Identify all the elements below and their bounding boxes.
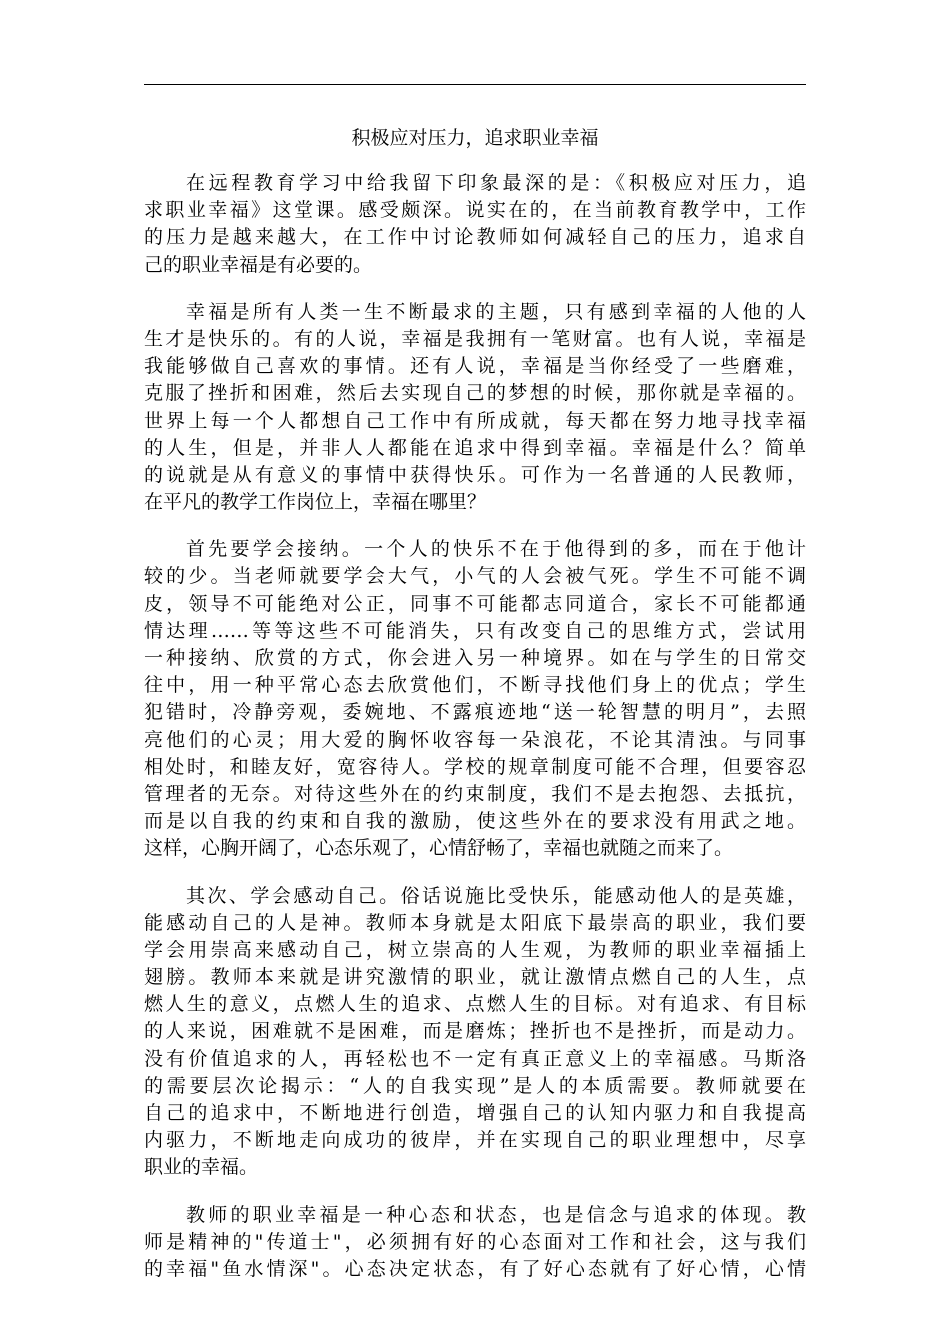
paragraph-line: 一种接纳、欣赏的方式，你会进入另一种境界。如在与学生的日常交 [144, 647, 806, 669]
paragraph-line: 的压力是越来越大，在工作中讨论教师如何减轻自己的压力，追求自 [144, 226, 806, 249]
paragraph-line: 亮他们的心灵；用大爱的胸怀收容每一朵浪花，不论其清浊。与同事 [144, 728, 806, 751]
document-body [144, 170, 806, 1303]
paragraph-line: 师是精神的"传道士"，必须拥有好的心态面对工作和社会，这与我们 [144, 1230, 806, 1253]
document-title: 积极应对压力，追求职业幸福 [351, 127, 599, 149]
paragraph-line: 我能够做自己喜欢的事情。还有人说，幸福是当你经受了一些磨难， [144, 355, 806, 378]
paragraph-line: 学会用崇高来感动自己，树立崇高的人生观，为教师的职业幸福插上 [144, 938, 806, 961]
paragraph [144, 1202, 806, 1284]
paragraph-line: 的人来说，困难就不是困难，而是磨炼；挫折也不是挫折，而是动力。 [144, 1020, 806, 1043]
paragraph-line: 生才是快乐的。有的人说，幸福是我拥有一笔财富。也有人说，幸福是 [144, 327, 806, 350]
paragraph-line: 的幸福"鱼水情深"。心态决定状态，有了好心态就有了好心情，心情 [144, 1257, 806, 1280]
paragraph-line: 在平凡的教学工作岗位上，幸福在哪里？ [144, 491, 487, 514]
paragraph-line: 管理者的无奈。对待这些外在的约束制度，我们不是去抱怨、去抵抗， [144, 782, 806, 805]
paragraph-line: 而是以自我的约束和自我的激励，使这些外在的要求没有用武之地。 [144, 810, 806, 833]
paragraph-line: 较的少。当老师就要学会大气，小气的人会被气死。学生不可能不调 [144, 565, 806, 588]
paragraph-line: 幸福是所有人类一生不断最求的主题，只有感到幸福的人他的人 [186, 300, 806, 323]
paragraph-line: 克服了挫折和困难，然后去实现自己的梦想的时候，那你就是幸福的。 [144, 382, 806, 405]
paragraph-line: 翅膀。教师本来就是讲究激情的职业，就让激情点燃自己的人生，点 [144, 966, 806, 989]
paragraph-line: 职业的幸福。 [144, 1156, 259, 1179]
paragraph-line: 能感动自己的人是神。教师本身就是太阳底下最崇高的职业，我们要 [144, 911, 806, 934]
paragraph-line: 教师的职业幸福是一种心态和状态，也是信念与追求的体现。教 [186, 1203, 806, 1226]
paragraph-line: 没有价值追求的人，再轻松也不一定有真正意义上的幸福感。马斯洛 [144, 1047, 806, 1070]
paragraph-line: 求职业幸福》这堂课。感受颇深。说实在的，在当前教育教学中，工作 [144, 199, 806, 222]
paragraph-line: 的需要层次论揭示：“人的自我实现”是人的本质需要。教师就要在 [144, 1074, 806, 1097]
paragraph [144, 299, 806, 517]
paragraph-line: 往中，用一种平常心态去欣赏他们，不断寻找他们身上的优点；学生 [144, 674, 806, 697]
paragraph [144, 170, 806, 279]
paragraph-line: 皮，领导不可能绝对公正，同事不可能都志同道合，家长不可能都通 [144, 592, 806, 615]
header-rule [144, 84, 806, 85]
paragraph [144, 536, 806, 862]
paragraph-line: 情达理……等等这些不可能消失，只有改变自己的思维方式，尝试用 [144, 619, 806, 642]
paragraph [144, 883, 806, 1182]
paragraph-line: 这样，心胸开阔了，心态乐观了，心情舒畅了，幸福也就随之而来了。 [144, 837, 734, 860]
paragraph-line: 的人生，但是，并非人人都能在追求中得到幸福。幸福是什么？简单 [144, 436, 806, 459]
paragraph-line: 首先要学会接纳。一个人的快乐不在于他得到的多，而在于他计 [186, 538, 806, 561]
paragraph-line: 己的职业幸福是有必要的。 [144, 253, 373, 276]
paragraph-line: 其次、学会感动自己。俗话说施比受快乐，能感动他人的是英雄， [186, 884, 806, 907]
paragraph-line: 自己的追求中，不断地进行创造，增强自己的认知内驱力和自我提高 [144, 1102, 806, 1124]
paragraph-line: 的说就是从有意义的事情中获得快乐。可作为一名普通的人民教师， [144, 463, 806, 486]
paragraph-line: 犯错时，冷静旁观，委婉地、不露痕迹地“送一轮智慧的明月”，去照 [144, 701, 806, 724]
paragraph-line: 相处时，和睦友好，宽容待人。学校的规章制度可能不合理，但要容忍 [144, 755, 806, 778]
paragraph-line: 世界上每一个人都想自己工作中有所成就，每天都在努力地寻找幸福 [144, 409, 806, 432]
paragraph-line: 内驱力，不断地走向成功的彼岸，并在实现自己的职业理想中，尽享 [144, 1129, 806, 1152]
paragraph-line: 在远程教育学习中给我留下印象最深的是：《积极应对压力，追 [186, 172, 806, 194]
paragraph-line: 燃人生的意义，点燃人生的追求、点燃人生的目标。对有追求、有目标 [144, 993, 806, 1016]
